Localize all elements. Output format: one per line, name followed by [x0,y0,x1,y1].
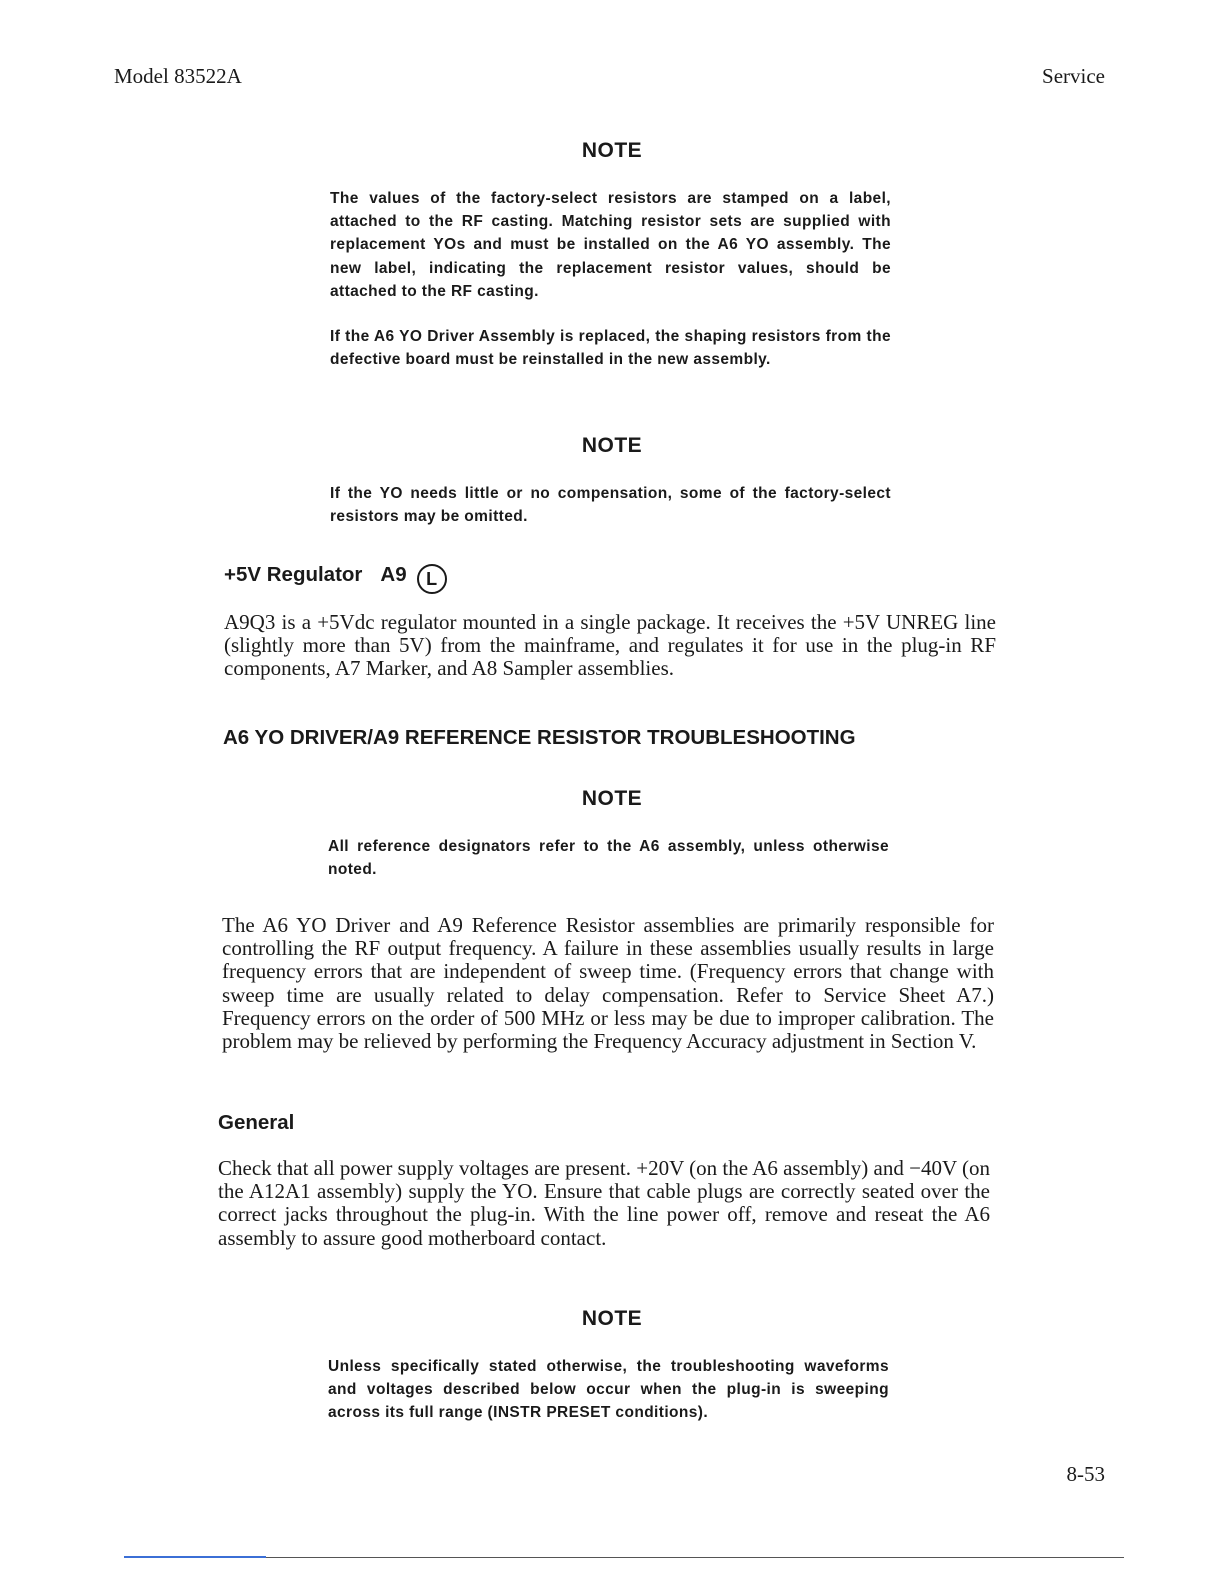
header-model: Model 83522A [114,64,242,88]
general-paragraph: Check that all power supply voltages are present. +20V (on the A6 assembly) and −40V (on the A12A1 assembly) supply the YO. Ensure that cable plugs are correctly seated over the correct jacks throughout the plug-in. With the line power off, remove and reseat the A6 assembly to assure good motherboard contact. [218,1156,990,1250]
note-paragraph: All reference designators refer to the A6 assembly, unless otherwise noted. [328,838,889,879]
note-paragraph: Unless specifically stated otherwise, the troubleshooting waveforms and voltages described below occur when the plug-in is sweeping across its full range (INSTR PRESET conditions). [328,1358,889,1422]
note-title: NOTE [581,139,643,162]
regulator-paragraph: A9Q3 is a +5Vdc regulator mounted in a single package. It receives the +5V UNREG line (slightly more than 5V) from the mainframe, and regulates it for use in the plug-in RF components, A7 Marker, and A8 Sampler assemblies. [224,610,996,681]
section-heading-general: General [218,1111,295,1134]
note-title: NOTE [581,434,643,457]
note-title: NOTE [581,787,643,810]
note-paragraph: If the YO needs little or no compensation, some of the factory-select resistors may be omitted. [330,485,891,526]
regulator-heading-text: +5V Regulator [224,563,363,586]
page-number: 8-53 [1066,1462,1105,1486]
note-title: NOTE [581,1307,643,1330]
footer-rule [124,1557,1124,1558]
regulator-designator: A9 [380,563,407,586]
section-heading-troubleshooting: A6 YO DRIVER/A9 REFERENCE RESISTOR TROUBLESHOOTING [223,726,856,749]
note-paragraph: The values of the factory-select resistors are stamped on a label, attached to the RF casting. Matching resistor sets are supplied with replacement YOs and must be installed on the A6 YO assembly. The new label, indicating the replacement resistor values, should be attached to the RF casting. [330,190,891,300]
troubleshooting-paragraph: The A6 YO Driver and A9 Reference Resistor assemblies are primarily responsible for controlling the RF output frequency. A failure in these assemblies usually results in large frequency errors that are independent of sweep time. (Frequency errors that change with sweep time are usually related to delay compensation. Refer to Service Sheet A7.) Frequency errors on the order of 500 MHz or less may be due to improper calibration. The problem may be relieved by performing the Frequency Accuracy adjustment in Section V. [222,913,994,1054]
header-section: Service [1042,64,1105,88]
section-heading-regulator [224,563,447,594]
circled-l-icon: L [417,564,447,594]
footer-accent-rule [124,1556,266,1558]
note-paragraph: If the A6 YO Driver Assembly is replaced, the shaping resistors from the defective board must be reinstalled in the new assembly. [330,328,891,369]
